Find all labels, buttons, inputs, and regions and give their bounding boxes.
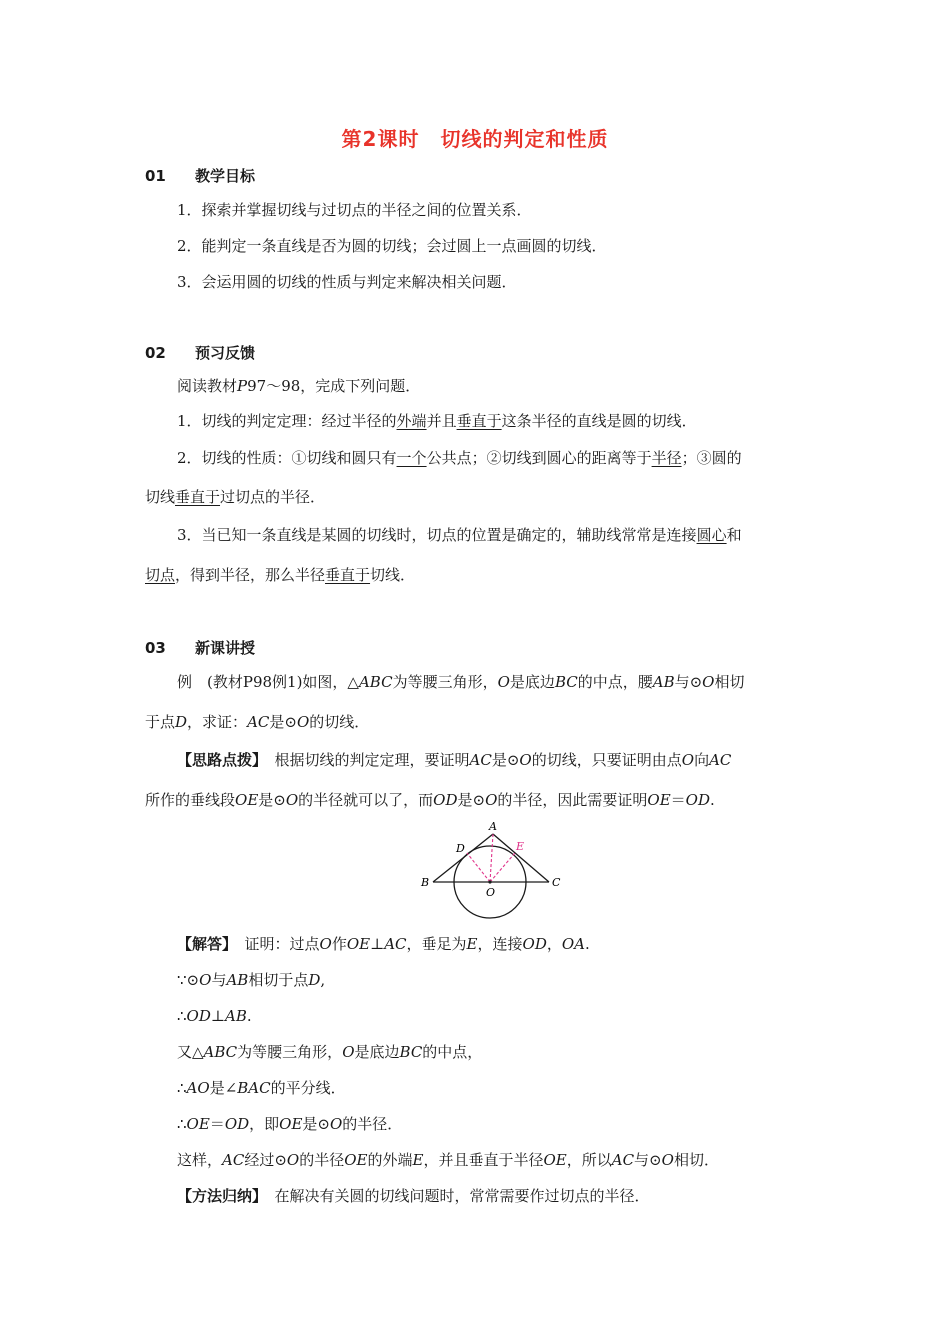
text: 这条半径的直线是圆的切线． [501, 412, 697, 430]
text: ⊥ [210, 1007, 225, 1025]
label-d: D [456, 842, 465, 855]
preview-q2-cont [145, 487, 325, 507]
text: 是⊙ [302, 1115, 330, 1133]
answer-blank: 垂直于 [325, 566, 371, 584]
text: 相切 [714, 673, 745, 691]
text: OE [186, 1115, 210, 1133]
text: 的外端 [367, 1151, 413, 1169]
text: BC [554, 673, 578, 691]
text: ∵⊙ [177, 971, 200, 989]
text: 的中点， [422, 1043, 483, 1061]
text: ABC [358, 673, 393, 691]
objective-item: 1．探索并掌握切线与过切点的半径之间的位置关系． [177, 201, 532, 219]
text: O [319, 935, 332, 953]
objective-item: 2．能判定一条直线是否为圆的切线；会过圆上一点画圆的切线． [177, 237, 607, 255]
text: , [320, 971, 326, 989]
text: OE [279, 1115, 303, 1133]
text: OD [522, 935, 547, 953]
text: 并且 [426, 412, 457, 430]
text: ，连接 [477, 935, 523, 953]
point-o [488, 880, 491, 883]
example-text-cont [145, 712, 369, 732]
text: ABC [203, 1043, 238, 1061]
segment-od [467, 853, 490, 882]
section-name: 新课讲授 [195, 639, 256, 657]
section-name: 教学目标 [195, 167, 256, 185]
text: AC [469, 751, 492, 769]
text: 公共点；②切线到圆心的距离等于 [426, 449, 652, 467]
text: O [286, 1151, 300, 1169]
method-summary [177, 1186, 650, 1206]
text: 与⊙ [634, 1151, 662, 1169]
text: D [175, 713, 188, 731]
text: 是底边 [354, 1043, 400, 1061]
text: OE [543, 1151, 567, 1169]
proof-conclusion [177, 1150, 719, 1170]
text: 例 (教材P98例1)如图，△ [177, 673, 359, 691]
text: 1．切线的判定定理：经过半径的 [177, 412, 397, 430]
hint-label: 【思路点拨】 [177, 751, 260, 769]
text: AB [652, 673, 675, 691]
text: 的切线． [309, 713, 370, 731]
text: 是∠ [209, 1079, 238, 1097]
text: BAC [237, 1079, 271, 1097]
section-header-preview [145, 342, 255, 363]
text: ，垂足为 [406, 935, 467, 953]
text: O [285, 791, 299, 809]
text: OE [344, 1151, 368, 1169]
text: 的切线，只要证明由点 [531, 751, 682, 769]
section-header-lesson [145, 637, 255, 658]
text: OD [224, 1115, 250, 1133]
text: 是⊙ [258, 791, 286, 809]
label-c: C [552, 876, 561, 889]
text: ，得到半径，那么半径 [175, 566, 326, 584]
text: 的半径，因此需要证明 [497, 791, 648, 809]
preview-intro [177, 376, 420, 396]
text: AB [226, 971, 249, 989]
answer-blank: 圆心 [696, 526, 727, 544]
text: 的半径． [342, 1115, 403, 1133]
text: 根据切线的判定定理，要证明 [259, 751, 470, 769]
text: ＝ [209, 1115, 225, 1133]
section-number: 03 [145, 639, 166, 657]
text: ，所以 [566, 1151, 612, 1169]
page-title: 第2课时 切线的判定和性质 [341, 127, 609, 151]
text: 为等腰三角形， [237, 1043, 343, 1061]
section-header-objectives [145, 165, 255, 186]
text: 的中点，腰 [577, 673, 653, 691]
answer-blank: 垂直于 [175, 488, 221, 506]
text: AO [186, 1079, 210, 1097]
text: OE [647, 791, 671, 809]
text: 向 [694, 751, 710, 769]
text: O [199, 971, 212, 989]
text: 为等腰三角形， [392, 673, 498, 691]
answer-line [177, 934, 590, 954]
text: 与⊙ [674, 673, 703, 691]
answer-blank: 外端 [396, 412, 427, 430]
text: 97～98，完成下列问题． [247, 377, 421, 395]
section-name: 预习反馈 [195, 344, 256, 362]
text: ， [546, 935, 562, 953]
text: ，求证： [187, 713, 248, 731]
text: O [519, 751, 532, 769]
text: AC [611, 1151, 635, 1169]
text: P [237, 377, 248, 395]
preview-q2 [177, 448, 742, 468]
example-text [177, 672, 745, 692]
segment-oa [490, 834, 493, 882]
text: 和 [726, 526, 742, 544]
text: OD [186, 1007, 211, 1025]
text: . [710, 791, 715, 809]
text: 的平分线． [270, 1079, 346, 1097]
preview-q3 [177, 525, 742, 545]
text: 又△ [177, 1043, 204, 1061]
objective-item: 3．会运用圆的切线的性质与判定来解决相关问题． [177, 273, 517, 291]
label-b: B [421, 876, 430, 889]
text: O [296, 713, 310, 731]
text: AC [384, 935, 407, 953]
answer-blank: 半径 [651, 449, 682, 467]
text: OA [561, 935, 585, 953]
proof-step [177, 1078, 346, 1098]
text: . [585, 935, 590, 953]
section-number: 01 [145, 167, 166, 185]
text: 证明：过点 [229, 935, 320, 953]
hint-line-cont [145, 790, 715, 810]
text: OD [433, 791, 458, 809]
text: 作 [331, 935, 347, 953]
proof-step [177, 1114, 402, 1134]
text: 是底边 [509, 673, 555, 691]
label-e: E [516, 840, 525, 853]
text: D [308, 971, 321, 989]
text: 相切于点 [248, 971, 309, 989]
text: OE [346, 935, 371, 953]
text: 切线 [145, 488, 176, 506]
text: AC [247, 713, 270, 731]
text: 阅读教材 [177, 377, 238, 395]
text: AC [709, 751, 732, 769]
answer-blank: 垂直于 [456, 412, 502, 430]
text: 是⊙ [491, 751, 520, 769]
hint-line [177, 750, 731, 770]
text: ；③圆的 [681, 449, 742, 467]
label-a: A [489, 820, 497, 833]
text: O [342, 1043, 355, 1061]
text: O [702, 673, 715, 691]
text: 在解决有关圆的切线问题时，常常需要作过切点的半径． [259, 1187, 650, 1205]
proof-step [177, 970, 325, 990]
preview-q1 [177, 411, 697, 431]
text: 的半径就可以了，而 [298, 791, 434, 809]
text: ，即 [249, 1115, 280, 1133]
text: 2．切线的性质：①切线和圆只有 [177, 449, 397, 467]
text: . [246, 1007, 252, 1025]
text: 的半径 [299, 1151, 345, 1169]
text: 于点 [145, 713, 176, 731]
segment-oe [490, 853, 515, 882]
text: ∴ [177, 1007, 187, 1025]
text: 所作的垂线段 [145, 791, 236, 809]
text: ⊥ [370, 935, 385, 953]
text: O [497, 673, 510, 691]
text: 是⊙ [269, 713, 297, 731]
text: AC [222, 1151, 245, 1169]
proof-step [177, 1006, 252, 1026]
answer-blank: 切点 [145, 566, 176, 584]
section-number: 02 [145, 344, 166, 362]
text: 过切点的半径． [220, 488, 326, 506]
text: ∴ [177, 1115, 187, 1133]
proof-step [177, 1042, 482, 1062]
text: O [485, 791, 498, 809]
label-o: O [486, 886, 496, 899]
text: AB [224, 1007, 247, 1025]
text: 切线． [370, 566, 416, 584]
text: ∴ [177, 1079, 187, 1097]
text: O [681, 751, 695, 769]
text: 是⊙ [457, 791, 486, 809]
text: 相切． [673, 1151, 719, 1169]
text: O [661, 1151, 674, 1169]
text: 与 [211, 971, 227, 989]
text: E [466, 935, 478, 953]
text: ＝ [670, 791, 686, 809]
method-label: 【方法归纳】 [177, 1187, 260, 1205]
text: OD [685, 791, 710, 809]
text: 这样， [177, 1151, 223, 1169]
text: 经过⊙ [244, 1151, 287, 1169]
text: ，并且垂直于半径 [423, 1151, 544, 1169]
text: E [412, 1151, 424, 1169]
text: OE [235, 791, 259, 809]
text: O [329, 1115, 343, 1133]
geometry-figure [415, 818, 565, 922]
answer-label: 【解答】 [177, 935, 230, 953]
preview-q3-cont [145, 565, 415, 585]
text: BC [399, 1043, 423, 1061]
text: 3．当已知一条直线是某圆的切线时，切点的位置是确定的，辅助线常常是连接 [177, 526, 697, 544]
answer-blank: 一个 [396, 449, 427, 467]
